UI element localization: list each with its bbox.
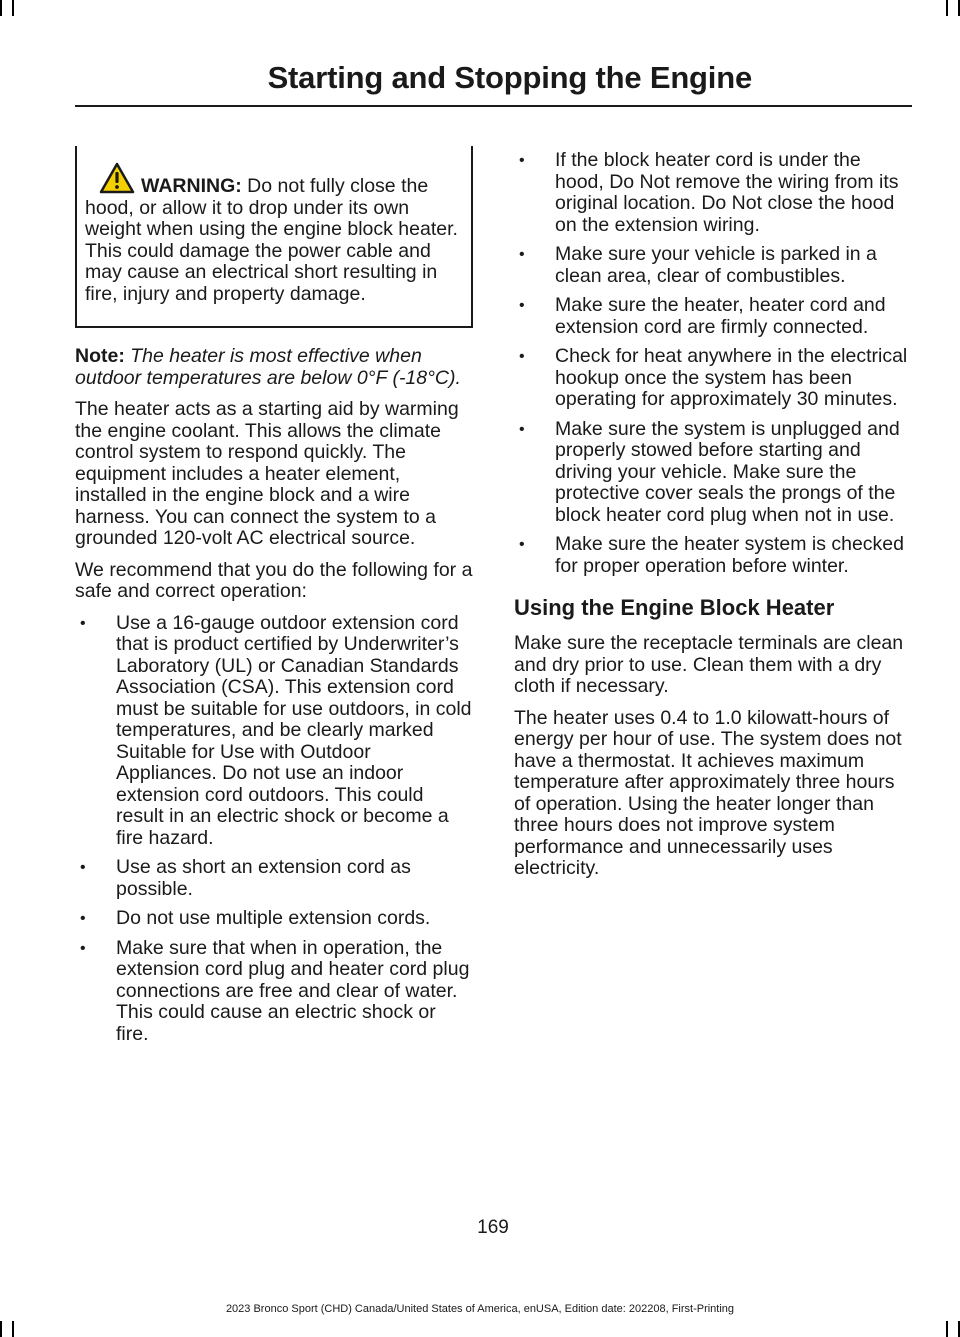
body-paragraph: The heater acts as a starting aid by warming the engine coolant. This allows the climate control system to respond quickly. The equipment includes a heater element, installed in the engine block and a wire harness. You can connect the system to a grounded 120-volt AC electrical source. bbox=[75, 398, 459, 549]
left-column bbox=[75, 146, 473, 1053]
header-divider bbox=[75, 105, 912, 107]
crop-mark bbox=[12, 1321, 14, 1337]
list-item: • Make sure the heater, heater cord and extension cord are firmly connected. bbox=[514, 295, 912, 338]
section-heading: Using the Engine Block Heater bbox=[514, 595, 835, 620]
warning-label: WARNING: bbox=[141, 175, 242, 197]
body-paragraph: The heater uses 0.4 to 1.0 kilowatt-hours of energy per hour of use. The system does not have a thermostat. It achieves maximum temperature after approximately three hours of operation. Using the heater longer than three hours does not improve system performance and unnecessarily uses electricity. bbox=[514, 706, 902, 879]
page-header-title: Starting and Stopping the Engine bbox=[267, 60, 752, 95]
list-item: • Make sure the system is unplugged and properly stowed before starting and driving your vehicle. Make sure the protective cover seals the prongs of the block heater cord plug when not in use. bbox=[514, 419, 912, 527]
crop-mark bbox=[12, 0, 14, 16]
note-label: Note: bbox=[75, 345, 125, 367]
page-footer: 2023 Bronco Sport (CHD) Canada/United States of America, enUSA, Edition date: 202208, First-Printing bbox=[225, 1303, 735, 1315]
list-item: • Use a 16-gauge outdoor extension cord that is product certified by Underwriter’s Laboratory (UL) or Canadian Standards Association (CSA). This extension cord must be suitable for use outdoors, in cold temperatures, and be clearly marked Suitable for Use with Outdoor Appliances. Do not use an indoor extension cord outdoors. This could result in an electric shock or become a fire hazard. bbox=[75, 613, 473, 850]
warning-box bbox=[75, 146, 473, 328]
list-item: • Do not use multiple extension cords. bbox=[75, 908, 473, 930]
list-item: • Make sure your vehicle is parked in a clean area, clear of combustibles. bbox=[514, 244, 912, 287]
warning-content bbox=[85, 176, 463, 305]
body-paragraph: Make sure the receptacle terminals are clean and dry prior to use. Clean them with a dry cloth if necessary. bbox=[514, 632, 904, 697]
list-item: • Make sure the heater system is checked for proper operation before winter. bbox=[514, 534, 912, 577]
list-item: • If the block heater cord is under the hood, Do Not remove the wiring from its original location. Do Not close the hood on the extension wiring. bbox=[514, 150, 912, 236]
note-paragraph bbox=[75, 346, 473, 389]
warning-paragraph bbox=[85, 176, 463, 305]
list-item: • Check for heat anywhere in the electrical hookup once the system has been operating for approximately 30 minutes. bbox=[514, 346, 912, 411]
list-item: • Make sure that when in operation, the extension cord plug and heater cord plug connections are free and clear of water. This could cause an electric shock or fire. bbox=[75, 938, 473, 1046]
note-text: The heater is most effective when outdoor temperatures are below 0°F (-18°C). bbox=[75, 345, 461, 389]
crop-mark bbox=[946, 1321, 948, 1337]
bullet-list bbox=[75, 613, 473, 1046]
warning-triangle-icon bbox=[99, 162, 135, 194]
crop-mark bbox=[0, 0, 2, 16]
body-paragraph: We recommend that you do the following for a safe and correct operation: bbox=[75, 558, 473, 602]
warning-text: Do not fully close the hood, or allow it to drop under its own weight when using the engine block heater. This could damage the power cable and may cause an electrical short resulting in fire, injury and property damage. bbox=[85, 175, 458, 305]
list-item: • Use as short an extension cord as possible. bbox=[75, 857, 473, 900]
right-column bbox=[514, 150, 912, 890]
crop-mark bbox=[946, 0, 948, 16]
crop-mark bbox=[0, 1321, 2, 1337]
bullet-list bbox=[514, 150, 912, 577]
page-number: 169 bbox=[477, 1217, 509, 1238]
